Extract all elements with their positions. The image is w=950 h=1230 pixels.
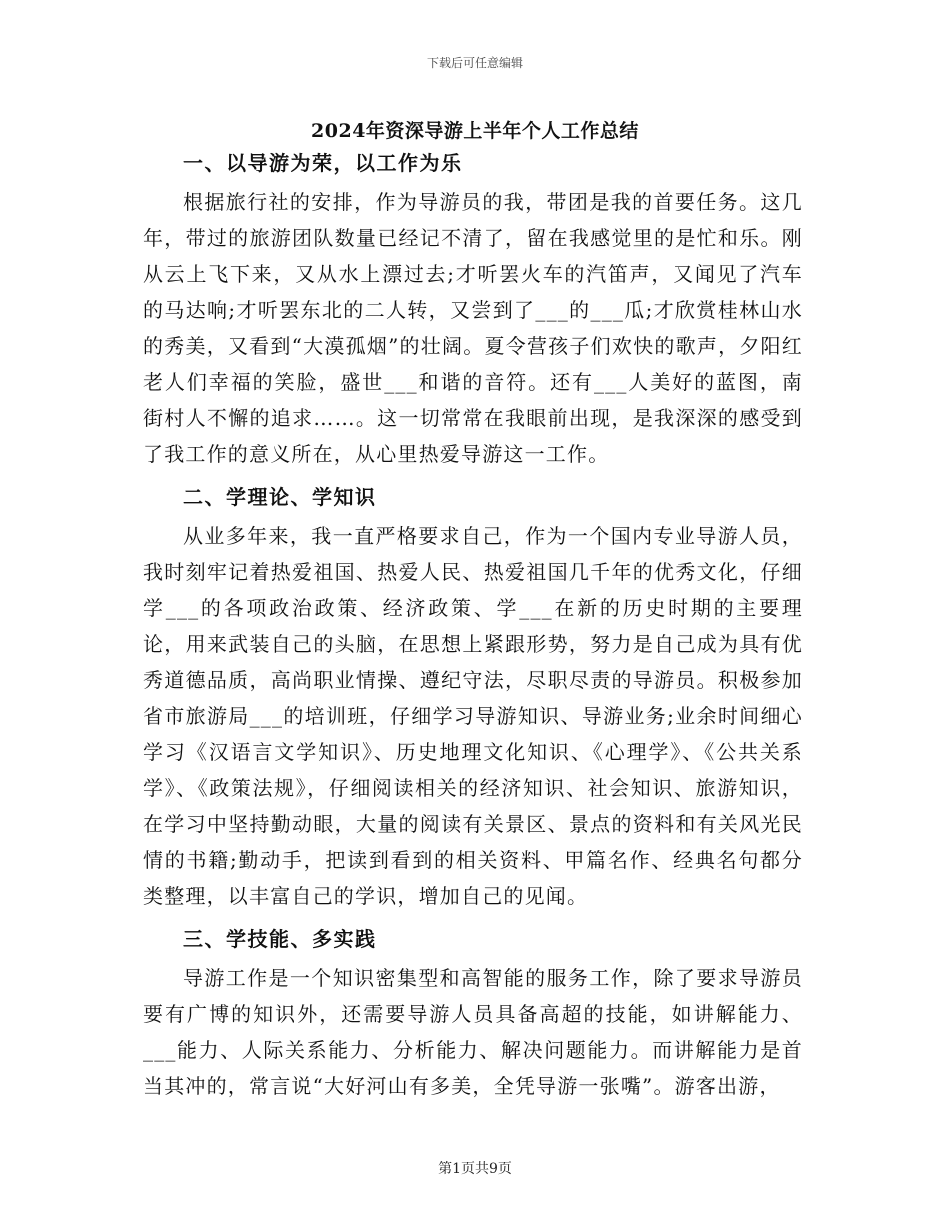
page-footer: 第1页共9页 [438,1161,512,1177]
section-2 [143,476,803,914]
section-1 [143,142,803,472]
document-title: 2024年资深导游上半年个人工作总结 [311,120,639,142]
document-body [143,142,803,1104]
section-heading: 三、学技能、多实践 [183,927,377,951]
section-heading: 二、学理论、学知识 [183,485,377,509]
section-paragraph: 导游工作是一个知识密集型和高智能的服务工作，除了要求导游员要有广博的知识外，还需要导游人员具备高超的技能，如讲解能力、___能力、人际关系能力、分析能力、解决问题能力。而讲解能力是首当其冲的，常言说“大好河山有多美，全凭导游一张嘴”。游客出游， [143,966,803,1098]
section-paragraph: 从业多年来，我一直严格要求自己，作为一个国内专业导游人员，我时刻牢记着热爱祖国、热爱人民、热爱祖国几千年的优秀文化，仔细学___的各项政治政策、经济政策、学___在新的历史时期的主要理论，用来武装自己的头脑，在思想上紧跟形势，努力是自己成为具有优秀道德品质，高尚职业情操、遵纪守法，尽职尽责的导游员。积极参加省市旅游局___的培训班，仔细学习导游知识、导游业务;业余时间细心学习《汉语言文学知识》、历史地理文化知识、《心理学》、《公共关系学》、《政策法规》，仔细阅读相关的经济知识、社会知识、旅游知识，在学习中坚持勤动眼，大量的阅读有关景区、景点的资料和有关风光民情的书籍;勤动手，把读到看到的相关资料、甲篇名作、经典名句都分类整理，以丰富自己的学识，增加自己的见闻。 [143,524,803,908]
section-3 [143,918,803,1104]
section-heading: 一、以导游为荣，以工作为乐 [183,151,463,175]
section-paragraph: 根据旅行社的安排，作为导游员的我，带团是我的首要任务。这几年，带过的旅游团队数量已经记不清了，留在我感觉里的是忙和乐。刚从云上飞下来，又从水上漂过去;才听罢火车的汽笛声，又闻见了汽车的马达响;才听罢东北的二人转，又尝到了___的___瓜;才欣赏桂林山水的秀美，又看到“大漠孤烟”的壮阔。夏令营孩子们欢快的歌声，夕阳红老人们幸福的笑脸，盛世___和谐的音符。还有___人美好的蓝图，南街村人不懈的追求……。这一切常常在我眼前出现，是我深深的感受到了我工作的意义所在，从心里热爱导游这一工作。 [143,190,803,466]
header-note: 下载后可任意编辑 [426,56,523,70]
